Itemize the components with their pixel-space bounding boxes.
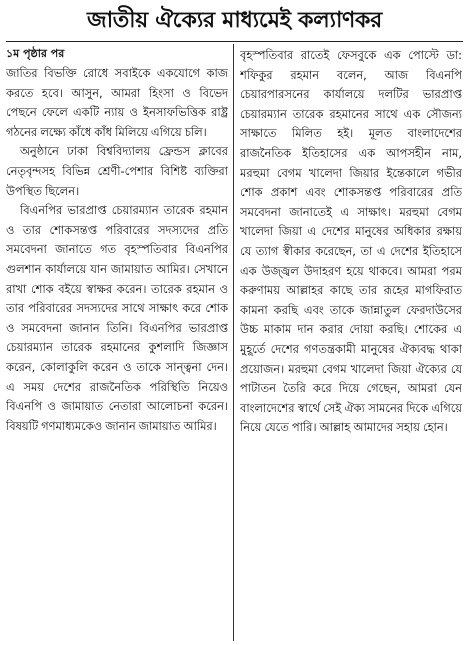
headline: জাতীয় ঐক্যের মাধ্যমেই কল্যাণকর	[87, 8, 382, 33]
left-column	[6, 46, 228, 641]
left-paragraph-3: বিএনপির ভারপ্রাপ্ত চেয়ারম্যান তারেক রহমান ও তার শোকসন্তপ্ত পরিবারের সদস্যদের প্রতি সমবেদনা জানাতে গত বৃহস্পতিবার বিএনপির গুলশান কার্যালয়ে যান জামায়াত আমির। সেখানে রাখা শোক বইয়ে স্বাক্ষর করেন। তারেক রহমান ও তার পরিবারের সদস্যদের সাথে সাক্ষাৎ করে শোক ও সমবেদনা জানান তিনি। বিএনপির ভারপ্রাপ্ত চেয়ারম্যান তারেক রহমানের কুশলাদি জিজ্ঞাস করেন, কোলাকুলি করেন ও তাকে সান্ত্বনা দেন। এ সময় দেশের রাজনৈতিক পরিস্থিতি নিয়েও বিএনপি ও জামায়াত নেতারা আলোচনা করেন। বিষয়টি গণমাধ্যমকেও জানান জামায়াত আমির।	[6, 203, 228, 433]
headline-rule	[6, 41, 463, 42]
left-paragraph-2: অনুষ্ঠানে ঢাকা বিশ্ববিদ্যালয় ফ্রেন্ডস ক্লাবের নেতৃবৃন্দসহ বিভিন্ন শ্রেণী-পেশার বিশিষ্ট ব্যক্তিরা উপস্থিত ছিলেন।	[6, 144, 228, 198]
right-column	[240, 46, 462, 641]
continued-from-label: ১ম পৃষ্ঠার পর	[6, 47, 65, 60]
column-divider	[233, 44, 234, 641]
left-paragraph-1: জাতির বিভক্তি রোধে সবাইকে একযোগে কাজ করতে হবে। আসুন, আমরা হিংসা ও বিভেদ পেছনে ফেলে একটি ন্যায় ও ইনসাফভিত্তিক রাষ্ট্র গঠনের লক্ষ্যে কাঁধে কাঁধ মিলিয়ে এগিয়ে চলি।	[6, 66, 228, 139]
right-paragraph-1: বৃহস্পতিবার রাতেই ফেসবুকে এক পোস্টে ডা: শফিকুর রহমান বলেন, আজ বিএনপি চেয়ারপারসনের কার্যালয়ে দলটির ভারপ্রাপ্ত চেয়ারম্যান তারেক রহমানের সাথে এক সৌজন্য সাক্ষাতে মিলিত হই। মূলত বাংলাদেশের রাজনৈতিক ইতিহাসের এক আপসহীন নাম, মরহুমা বেগম খালেদা জিয়ার ইন্তেকালে গভীর শোক প্রকাশ এবং শোকসন্তপ্ত পরিবারের প্রতি সমবেদনা জানাতেই এ সাক্ষাৎ। মরহুমা বেগম খালেদা জিয়া এ দেশের মানুষের অধিকার রক্ষায় যে ত্যাগ স্বীকার করেছেন, তা এ দেশের ইতিহাসে এক উজ্জ্বল উদাহরণ হয়ে থাকবে। আমরা পরম করুণাময় আল্লাহর কাছে তার রূহের মাগফিরাত কামনা করছি এবং তাকে জান্নাতুল ফেরদাউসের উচ্চ মাকাম দান করার দোয়া করছি। শোকের এ মুহূর্তে দেশের গণতন্ত্রকামী মানুষের ঐক্যবদ্ধ থাকা প্রয়োজন। মরহুমা বেগম খালেদা জিয়া ঐক্যের যে পাটাতন তৈরি করে দিয়ে গেছেন, আমরা যেন বাংলাদেশের স্বার্থে সেই ঐক্য সামনের দিকে এগিয়ে নিয়ে যেতে পারি। আল্লাহ আমাদের সহায় হোন।	[240, 48, 462, 435]
